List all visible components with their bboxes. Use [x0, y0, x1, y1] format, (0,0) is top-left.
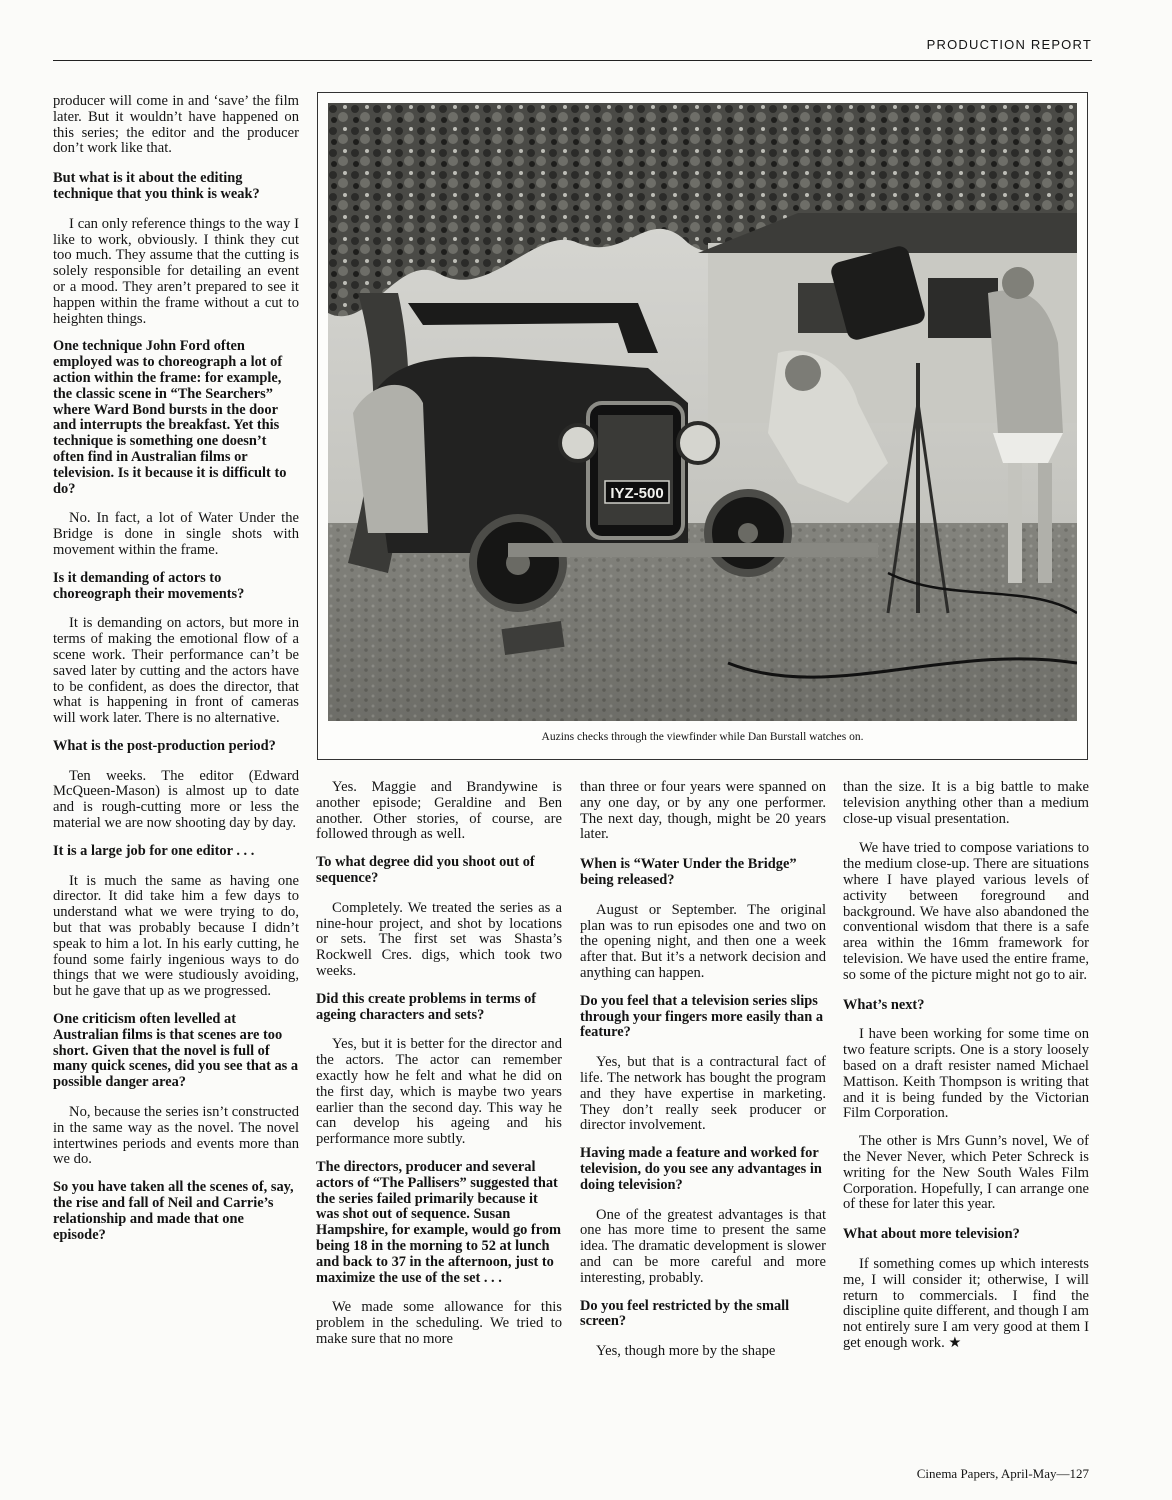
interview-answer: We made some allowance for this problem in the scheduling. We tried to make sure that no more — [316, 1299, 562, 1347]
section-header: PRODUCTION REPORT — [926, 37, 1092, 52]
interview-answer: The other is Mrs Gunn’s novel, We of the Never Never, which Peter Schreck is writing for the New South Wales Film Corporation. Hopefully, I can arrange one of these for later this year. — [843, 1133, 1089, 1213]
interview-question: So you have taken all the scenes of, say, the rise and fall of Neil and Carrie’s relationship and made that one episode? — [53, 1179, 294, 1243]
interview-question: To what degree did you shoot out of sequence? — [316, 854, 535, 886]
interview-answer: Yes. Maggie and Brandywine is another episode; Geraldine and Ben another. Other stories, of course, are followed through as well. — [316, 779, 562, 843]
interview-answer: Yes, though more by the shape — [596, 1343, 776, 1360]
interview-answer: than the size. It is a big battle to make television anything other than a medium close-up visual presentation. — [843, 779, 1089, 827]
interview-answer: than three or four years were spanned on any one day, or by any one performer. The next day, though, might be 20 years later. — [580, 779, 826, 843]
column-2 — [316, 780, 562, 1360]
interview-question: What’s next? — [843, 996, 925, 1013]
interview-question: One criticism often levelled at Australian films is that scenes are too short. Given that the novel is full of many quick scenes, did you see that as a possible danger area? — [53, 1011, 299, 1091]
license-plate: IYZ-500 — [610, 485, 664, 502]
interview-question: Do you feel restricted by the small screen? — [580, 1297, 790, 1330]
photo-frame — [317, 92, 1088, 760]
interview-question: Is it demanding of actors to choreograph their movements? — [53, 569, 245, 602]
interview-answer: Yes, but that is a contractural fact of life. The network has bought the program and they have expertise in marketing. They don’t really seek producer or director involvement. — [580, 1054, 826, 1134]
interview-answer: Ten weeks. The editor (Edward McQueen-Mason) is almost up to date and is rough-cutting more or less the material we are now shooting day by day. — [53, 767, 299, 832]
column-3 — [580, 780, 826, 1372]
interview-question: The directors, producer and several actors of “The Pallisers” suggested that the series failed primarily because it was shot out of sequence. Susan Hampshire, for example, would go from being 18 in the morning to 52 at lunch and back to 37 in the afternoon, just to maximize the use of the set . . . — [316, 1158, 562, 1286]
header-rule — [53, 60, 1092, 61]
interview-answer: It is demanding on actors, but more in terms of making the emotional flow of a scene work. Their performance can’t be saved later by cutting and the actors have to be confident, as does the director, that what is happening in front of cameras will work later. There is no alternative. — [53, 615, 299, 727]
interview-answer: Completely. We treated the series as a nine-hour project, and shot by locations or sets. The first set was Shasta’s Rockwell Cres. digs, which took two weeks. — [316, 899, 562, 979]
interview-answer: One of the greatest advantages is that one has more time to present the same idea. The dramatic development is slower and can be more careful and more interesting, probably. — [580, 1206, 826, 1286]
interview-answer: No. In fact, a lot of Water Under the Bridge is done in single shots with movement within the frame. — [53, 510, 299, 558]
interview-answer: If something comes up which interests me, I will consider it; otherwise, I will return to commercials. I find the discipline quite different, and though I am not entirely sure I am very good at them I get enough work. ★ — [843, 1255, 1089, 1351]
interview-answer: We have tried to compose variations to the medium close-up. There are situations where I have played various levels of activity between foreground and background. We have also abandoned the conventional wisdom that there is a safe area within the 16mm framework for television. We have used the entire frame, so some of the picture might not go to air. — [843, 840, 1089, 983]
interview-answer: producer will come in and ‘save’ the film later. But it wouldn’t have happened on this series; the editor and the producer don’t work like that. — [53, 93, 299, 157]
column-4 — [843, 780, 1089, 1364]
column-1 — [53, 94, 299, 1257]
interview-answer: August or September. The original plan was to run episodes one and two on the opening night, and then one a week after that. But it’s a network decision and anything can happen. — [580, 901, 826, 981]
interview-question: It is a large job for one editor . . . — [53, 842, 255, 859]
interview-answer: It is much the same as having one director. It did take him a few days to understand what we were trying to do, but that was probably because I didn’t speak to him a lot. In his early cutting, he found some fairly ingenious ways to do things that we were studiously avoiding, but he gave that up as we progressed. — [53, 872, 299, 1000]
interview-question: Do you feel that a television series slips through your fingers more easily than a feature? — [580, 992, 824, 1041]
interview-question: Having made a feature and worked for television, do you see any advantages in doing television? — [580, 1145, 822, 1193]
interview-answer: I can only reference things to the way I like to work, obviously. I think they cut too much. They assume that the cutting is solely responsible for detailing an event or a mood. They aren’t prepared to see it happen within the frame without a cut to heighten things. — [53, 215, 299, 327]
interview-answer: I have been working for some time on two feature scripts. One is a story loosely based on a draft resister named Michael Mattison. Keith Thompson is writing that and it is being funded by the Victorian Film Corporation. — [843, 1026, 1089, 1122]
interview-question: One technique John Ford often employed was to choreograph a lot of action within the frame: for example, the classic scene in “The Searchers” where Ward Bond bursts in the door and interrupts the breakfast. Yet this technique is something one doesn’t often find in Australian films or television. Is it because it is difficult to do? — [53, 338, 287, 497]
interview-answer: No, because the series isn’t constructed in the same way as the novel. The novel intertwines periods and events more than we do. — [53, 1104, 299, 1168]
interview-question: What about more television? — [843, 1226, 1020, 1243]
page-footer: Cinema Papers, April-May—127 — [916, 1466, 1089, 1481]
interview-question: Did this create problems in terms of ageing characters and sets? — [316, 990, 537, 1023]
interview-question: What is the post-production period? — [53, 737, 276, 754]
film-set-photo — [328, 103, 1077, 721]
photo-caption: Auzins checks through the viewfinder while Dan Burstall watches on. — [541, 731, 864, 743]
interview-question: But what is it about the editing technique that you think is weak? — [53, 170, 260, 202]
interview-question: When is “Water Under the Bridge” being released? — [580, 856, 797, 888]
interview-answer: Yes, but it is better for the director and the actors. The actor can remember exactly how he felt and what he did on the first day, which is maybe two years earlier than the second day. This way he can develop his ageing and his performance more subtly. — [316, 1036, 562, 1148]
